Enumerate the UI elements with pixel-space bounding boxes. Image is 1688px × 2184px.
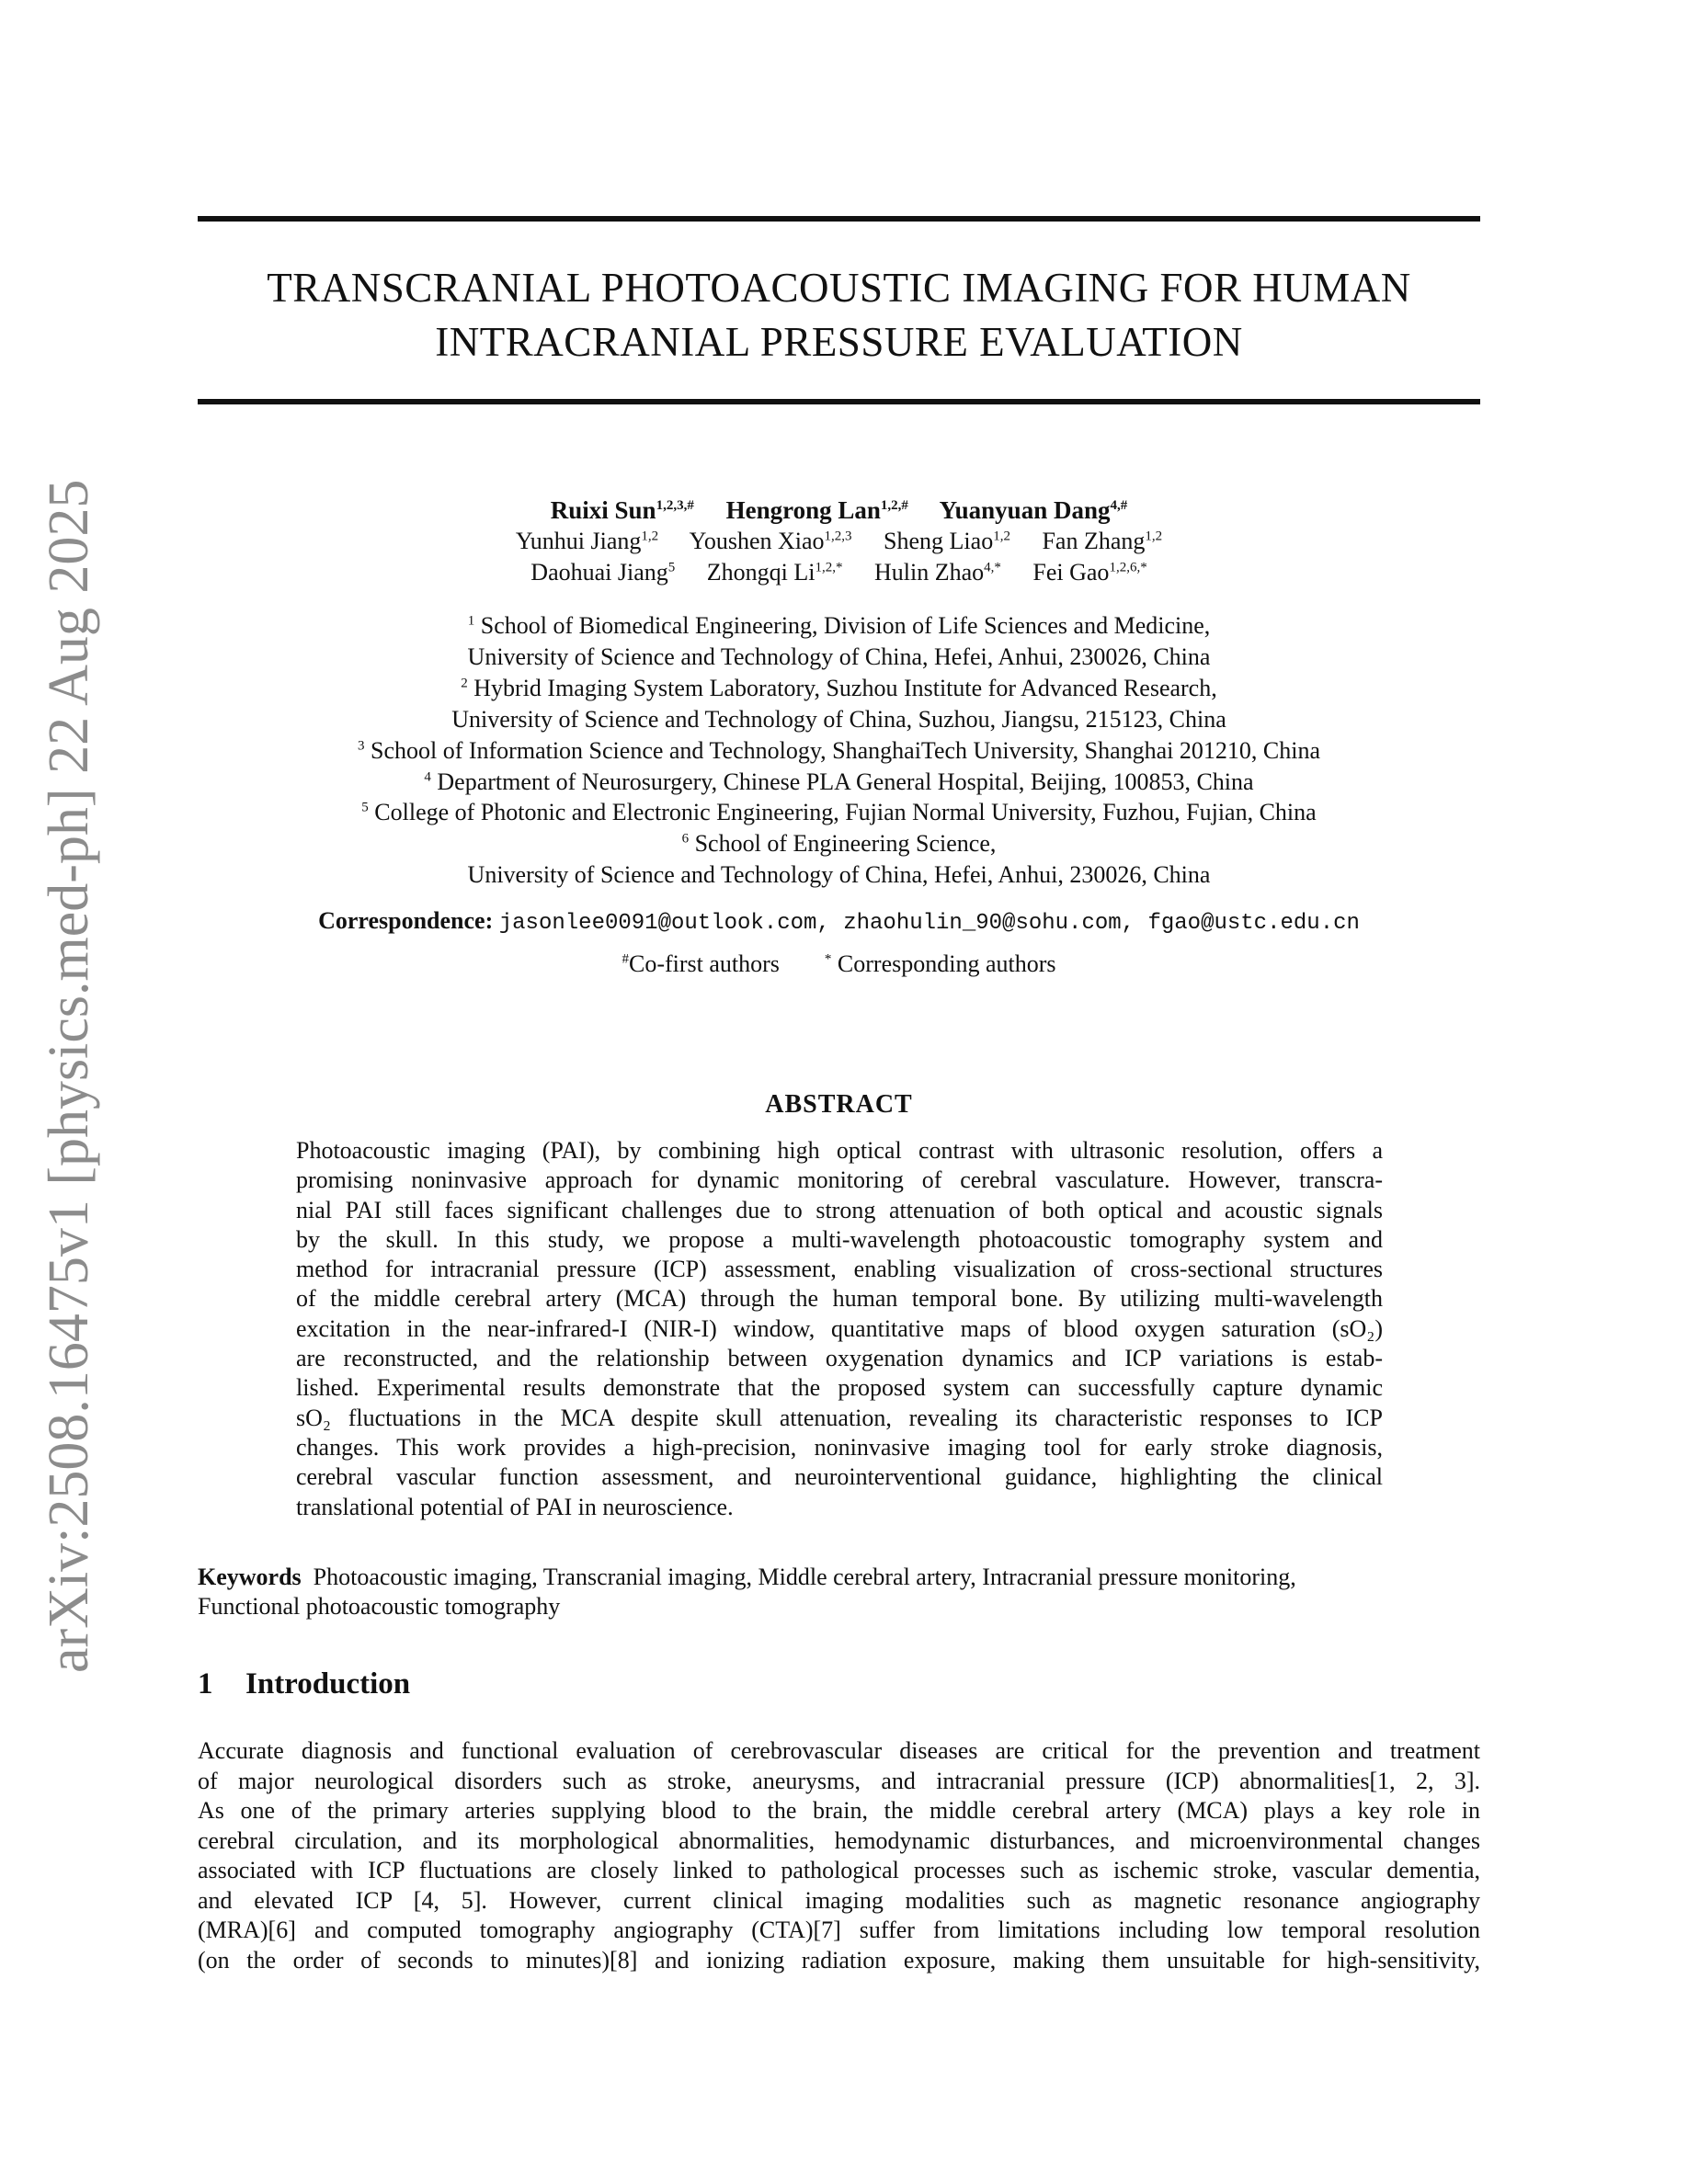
affiliation-text: University of Science and Technology of China, Suzhou, Jiangsu, 215123, China	[451, 705, 1226, 733]
author-name: Hulin Zhao	[873, 559, 985, 586]
affiliation-number: 6	[681, 831, 690, 847]
author-name: Sheng Liao	[884, 528, 994, 554]
author-name: Fan Zhang	[1042, 528, 1146, 554]
affiliation-number: 3	[357, 737, 365, 753]
abstract-heading: ABSTRACT	[765, 1090, 913, 1119]
keywords-line: Functional photoacoustic tomography	[198, 1593, 561, 1620]
abstract-line: sO₂ fluctuations in the MCA despite skull attenuation, revealing its characteristic responses to ICP	[296, 1404, 1383, 1431]
section-number: 1	[198, 1667, 213, 1701]
abstract-line: nial PAI still faces significant challenges due to strong attenuation of both optical and acoustic signals	[296, 1196, 1383, 1223]
intro-line: Accurate diagnosis and functional evaluation of cerebrovascular diseases are critical for the prevention and treatment	[198, 1737, 1480, 1764]
author-name: Youshen Xiao	[689, 528, 825, 554]
affiliation-line	[198, 767, 1480, 798]
author-name: Daohuai Jiang	[530, 559, 668, 586]
affiliation-line	[198, 859, 1480, 891]
cofirst-mark: #	[622, 951, 629, 967]
title-line-2: INTRACRANIAL PRESSURE EVALUATION	[435, 319, 1243, 365]
author-affil: 4,*	[984, 560, 1001, 575]
affiliation-text: University of Science and Technology of China, Hefei, Anhui, 230026, China	[467, 861, 1211, 889]
paper-title	[198, 261, 1480, 370]
abstract-line: method for intracranial pressure (ICP) assessment, enabling visualization of cross-sectional structures	[296, 1256, 1383, 1283]
author-affil: 1,2	[1145, 529, 1163, 544]
affiliation-number: 5	[361, 800, 369, 815]
correspondence-emails[interactable]: jasonlee0091@outlook.com, zhaohulin_90@sohu.com, fgao@ustc.edu.cn	[498, 911, 1360, 936]
affiliation-line	[198, 828, 1480, 859]
affiliation-line	[198, 735, 1480, 767]
author-affil: 1,2,6,*	[1109, 560, 1147, 575]
corresponding-text: Corresponding authors	[837, 950, 1056, 977]
section-title: Introduction	[245, 1667, 411, 1701]
affiliation-text: College of Photonic and Electronic Engineering, Fujian Normal University, Fuzhou, Fujian, China	[374, 799, 1317, 826]
correspondence	[198, 905, 1480, 939]
abstract-line: translational potential of PAI in neuroscience.	[296, 1493, 734, 1520]
abstract-line: cerebral vascular function assessment, and neurointerventional guidance, highlighting the clinical	[296, 1463, 1383, 1491]
author-name: Yuanyuan Dang	[939, 496, 1111, 524]
abstract-line: are reconstructed, and the relationship between oxygenation dynamics and ICP variations is estab-	[296, 1345, 1383, 1372]
cofirst-text: Co-first authors	[628, 950, 780, 977]
affiliation-line	[198, 673, 1480, 704]
section-heading	[198, 1667, 410, 1701]
title-rule-top	[198, 216, 1480, 222]
author-name: Ruixi Sun	[550, 496, 656, 524]
affiliation-text: Department of Neurosurgery, Chinese PLA General Hospital, Beijing, 100853, China	[437, 768, 1254, 795]
abstract-line: Photoacoustic imaging (PAI), by combining high optical contrast with ultrasonic resolution, offers a	[296, 1137, 1383, 1164]
keywords-label: Keywords	[198, 1564, 302, 1590]
intro-line: (on the order of seconds to minutes)[8] and ionizing radiation exposure, making them unsuitable for high-sensitivity,	[198, 1946, 1480, 1974]
keywords	[198, 1563, 1480, 1621]
author-affil: 1,2,3,#	[656, 498, 694, 513]
abstract-line: excitation in the near-infrared-I (NIR-I) window, quantitative maps of blood oxygen saturation (sO₂)	[296, 1314, 1383, 1342]
affiliation-text: School of Information Science and Technology, ShanghaiTech University, Shanghai 201210, China	[370, 736, 1321, 764]
abstract-line: of the middle cerebral artery (MCA) through the human temporal bone. By utilizing multi-wavelength	[296, 1285, 1383, 1313]
abstract-body	[296, 1136, 1383, 1522]
arxiv-stamp: arXiv:2508.16475v1 [physics.med-ph] 22 Aug 2025	[38, 479, 100, 1673]
affiliation-text: School of Biomedical Engineering, Division of Life Sciences and Medicine,	[480, 612, 1211, 639]
author-line-2	[198, 526, 1480, 557]
author-list	[198, 495, 1480, 588]
affiliation-line	[198, 642, 1480, 673]
author-affil: 1,2	[641, 529, 659, 544]
author-name: Zhongqi Li	[706, 559, 815, 586]
affiliation-line	[198, 704, 1480, 735]
abstract-line: changes. This work provides a high-precision, noninvasive imaging tool for early stroke diagnosis,	[296, 1433, 1383, 1461]
intro-line: and elevated ICP [4, 5]. However, current clinical imaging modalities such as magnetic resonance angiography	[198, 1886, 1480, 1914]
title-line-1: TRANSCRANIAL PHOTOACOUSTIC IMAGING FOR HUMAN	[267, 265, 1411, 311]
corresponding-mark: *	[824, 951, 832, 967]
title-rule-bottom	[198, 399, 1480, 404]
affiliation-number: 4	[424, 768, 431, 784]
author-affil: 1,2,#	[880, 498, 908, 513]
affiliation-number: 2	[461, 676, 468, 691]
intro-line: of major neurological disorders such as stroke, aneurysms, and intracranial pressure (ICP) abnormalities[1, 2, 3].	[198, 1767, 1480, 1794]
correspondence-label: Correspondence:	[318, 907, 494, 934]
affiliation-text: Hybrid Imaging System Laboratory, Suzhou Institute for Advanced Research,	[473, 674, 1217, 701]
affiliation-list	[198, 610, 1480, 891]
affiliation-text: School of Engineering Science,	[694, 830, 997, 858]
affiliation-line	[198, 797, 1480, 828]
abstract-line: lished. Experimental results demonstrate that the proposed system can successfully capture dynamic	[296, 1374, 1383, 1402]
author-name: Yunhui Jiang	[515, 528, 642, 554]
keywords-line	[198, 1563, 1480, 1592]
abstract-line: by the skull. In this study, we propose a multi-wavelength photoacoustic tomography system and	[296, 1225, 1383, 1253]
author-name: Hengrong Lan	[725, 496, 881, 524]
intro-line: (MRA)[6] and computed tomography angiography (CTA)[7] suffer from limitations including low temporal resolution	[198, 1917, 1480, 1943]
author-footnote	[198, 949, 1480, 980]
author-name: Fei Gao	[1032, 559, 1110, 586]
author-affil: 1,2,3	[824, 529, 852, 544]
intro-line: As one of the primary arteries supplying blood to the brain, the middle cerebral artery (MCA) plays a key role in	[198, 1797, 1480, 1824]
author-affil: 1,2,*	[815, 560, 843, 575]
author-affil: 1,2	[993, 529, 1010, 544]
intro-body	[198, 1736, 1480, 1975]
author-line-3	[198, 557, 1480, 588]
intro-line: associated with ICP fluctuations are closely linked to pathological processes such as ischemic stroke, vascular dementia,	[198, 1857, 1480, 1883]
keywords-text: Photoacoustic imaging, Transcranial imaging, Middle cerebral artery, Intracranial pressure monitoring,	[313, 1564, 1296, 1590]
author-line-1	[198, 495, 1480, 526]
intro-line: cerebral circulation, and its morphological abnormalities, hemodynamic disturbances, and microenvironmental changes	[198, 1826, 1480, 1854]
author-affil: 5	[667, 560, 676, 575]
affiliation-line	[198, 610, 1480, 642]
affiliation-number: 1	[467, 613, 475, 629]
abstract-line: promising noninvasive approach for dynamic monitoring of cerebral vasculature. However, transcra-	[296, 1166, 1383, 1194]
affiliation-text: University of Science and Technology of China, Hefei, Anhui, 230026, China	[467, 643, 1211, 670]
author-affil: 4,#	[1110, 498, 1128, 513]
